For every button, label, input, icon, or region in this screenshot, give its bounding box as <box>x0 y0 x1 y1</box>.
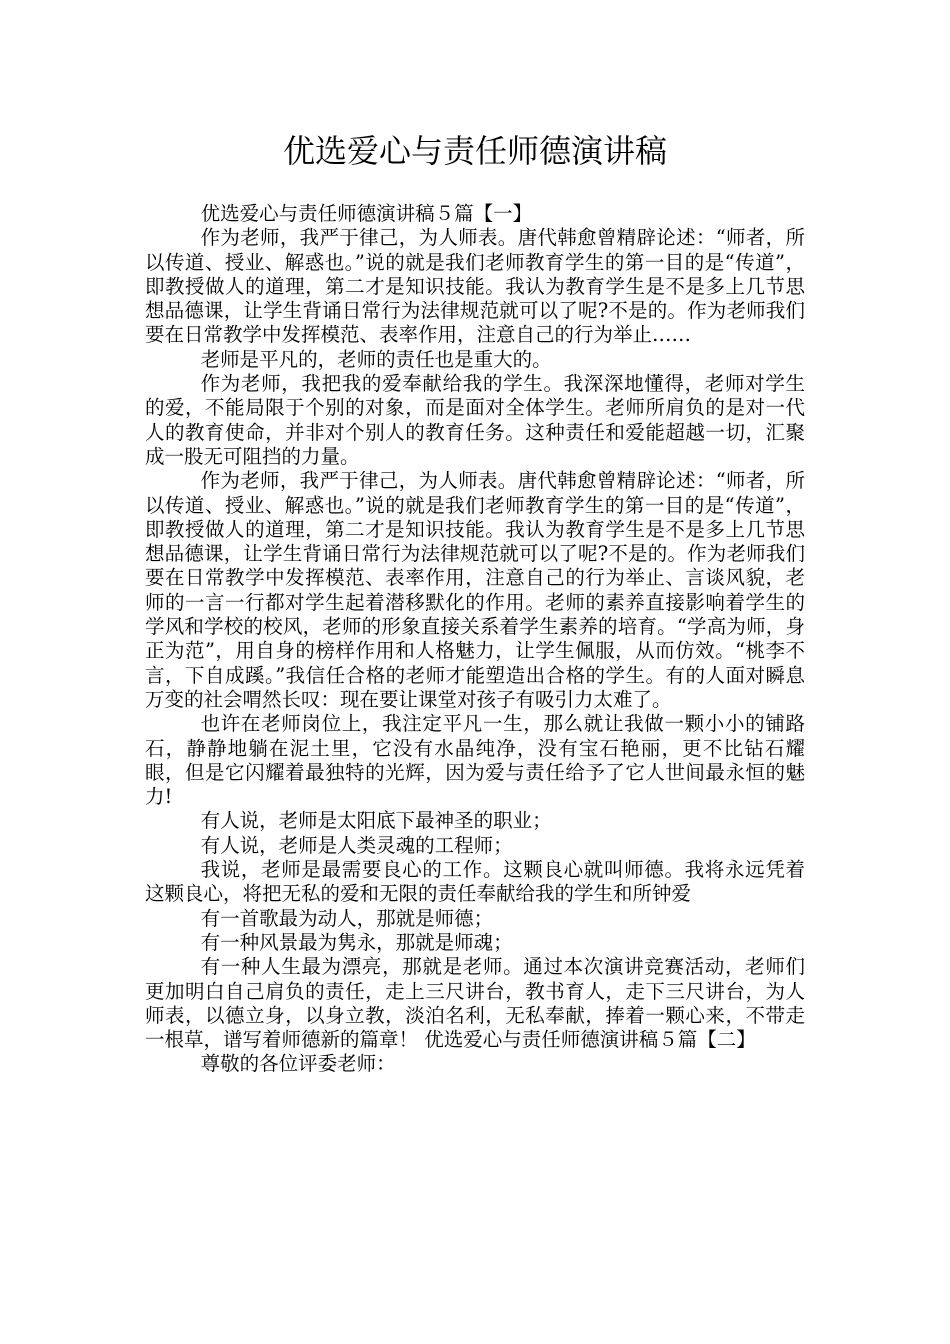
paragraph: 作为老师，我严于律己，为人师表。唐代韩愈曾精辟论述：“师者，所以传道、授业、解惑也。”说的就是我们老师教育学生的第一目的是“传道”，即教授做人的道理，第二才是知识技能。我认为教育学生是不是多上几节思想品德课，让学生背诵日常行为法律规范就可以了呢?不是的。作为老师我们要在日常教学中发挥模范、表率作用，注意自己的行为举止…… <box>145 226 805 347</box>
paragraph-heading-1: 优选爱心与责任师德演讲稿５篇【一】 <box>200 202 533 225</box>
paragraph: 有人说，老师是人类灵魂的工程师； <box>200 833 513 857</box>
paragraph: 有一种风景最为隽永，那就是师魂； <box>200 930 513 954</box>
paragraph: 有一种人生最为漂亮，那就是老师。通过本次演讲竞赛活动，老师们更加明白自己肩负的责任，走上三尺讲台，教书育人，走下三尺讲台，为人师表，以德立身，以身立教，淡泊名利，无私奉献，捧着一颗心来，不带走一根草，谱写着师德新的篇章！ 优选爱心与责任师德演讲稿５篇【二】 <box>145 955 805 1052</box>
paragraph: 有一首歌最为动人，那就是师德； <box>200 906 494 930</box>
paragraph: 我说，老师是最需要良心的工作。这颗良心就叫师德。我将永远凭着这颗良心，将把无私的爱和无限的责任奉献给我的学生和所钟爱 <box>145 858 805 906</box>
paragraph: 老师是平凡的，老师的责任也是重大的。 <box>200 347 552 371</box>
paragraph-salutation: 尊敬的各位评委老师： <box>200 1052 396 1076</box>
paragraph: 有人说，老师是太阳底下最神圣的职业； <box>200 809 552 833</box>
document-page <box>145 128 805 1077</box>
paragraph: 也许在老师岗位上，我注定平凡一生，那么就让我做一颗小小的铺路石，静静地躺在泥土里，它没有水晶纯净，没有宝石艳丽，更不比钻石耀眼，但是它闪耀着最独特的光辉，因为爱与责任给予了它人世间最永恒的魅力! <box>145 712 805 809</box>
document-title: 优选爱心与责任师德演讲稿 <box>282 132 667 170</box>
paragraph: 作为老师，我严于律己，为人师表。唐代韩愈曾精辟论述：“师者，所以传道、授业、解惑也。”说的就是我们老师教育学生的第一目的是“传道”，即教授做人的道理，第二才是知识技能。我认为教育学生是不是多上几节思想品德课，让学生背诵日常行为法律规范就可以了呢?不是的。作为老师我们要在日常教学中发挥模范、表率作用，注意自己的行为举止、言谈风貌，老师的一言一行都对学生起着潜移默化的作用。老师的素养直接影响着学生的学风和学校的校风，老师的形象直接关系着学生素养的培育。“学高为师，身正为范”，用自身的榜样作用和人格魅力，让学生佩服，从而仿效。“桃李不言，下自成蹊。”我信任合格的老师才能塑造出合格的学生。有的人面对瞬息万变的社会喟然长叹：现在要让课堂对孩子有吸引力太难了。 <box>145 469 805 711</box>
paragraph: 作为老师，我把我的爱奉献给我的学生。我深深地懂得，老师对学生的爱，不能局限于个别的对象，而是面对全体学生。老师所肩负的是对一代人的教育使命，并非对个别人的教育任务。这种责任和爱能超越一切，汇聚成一股无可阻挡的力量。 <box>145 372 805 468</box>
